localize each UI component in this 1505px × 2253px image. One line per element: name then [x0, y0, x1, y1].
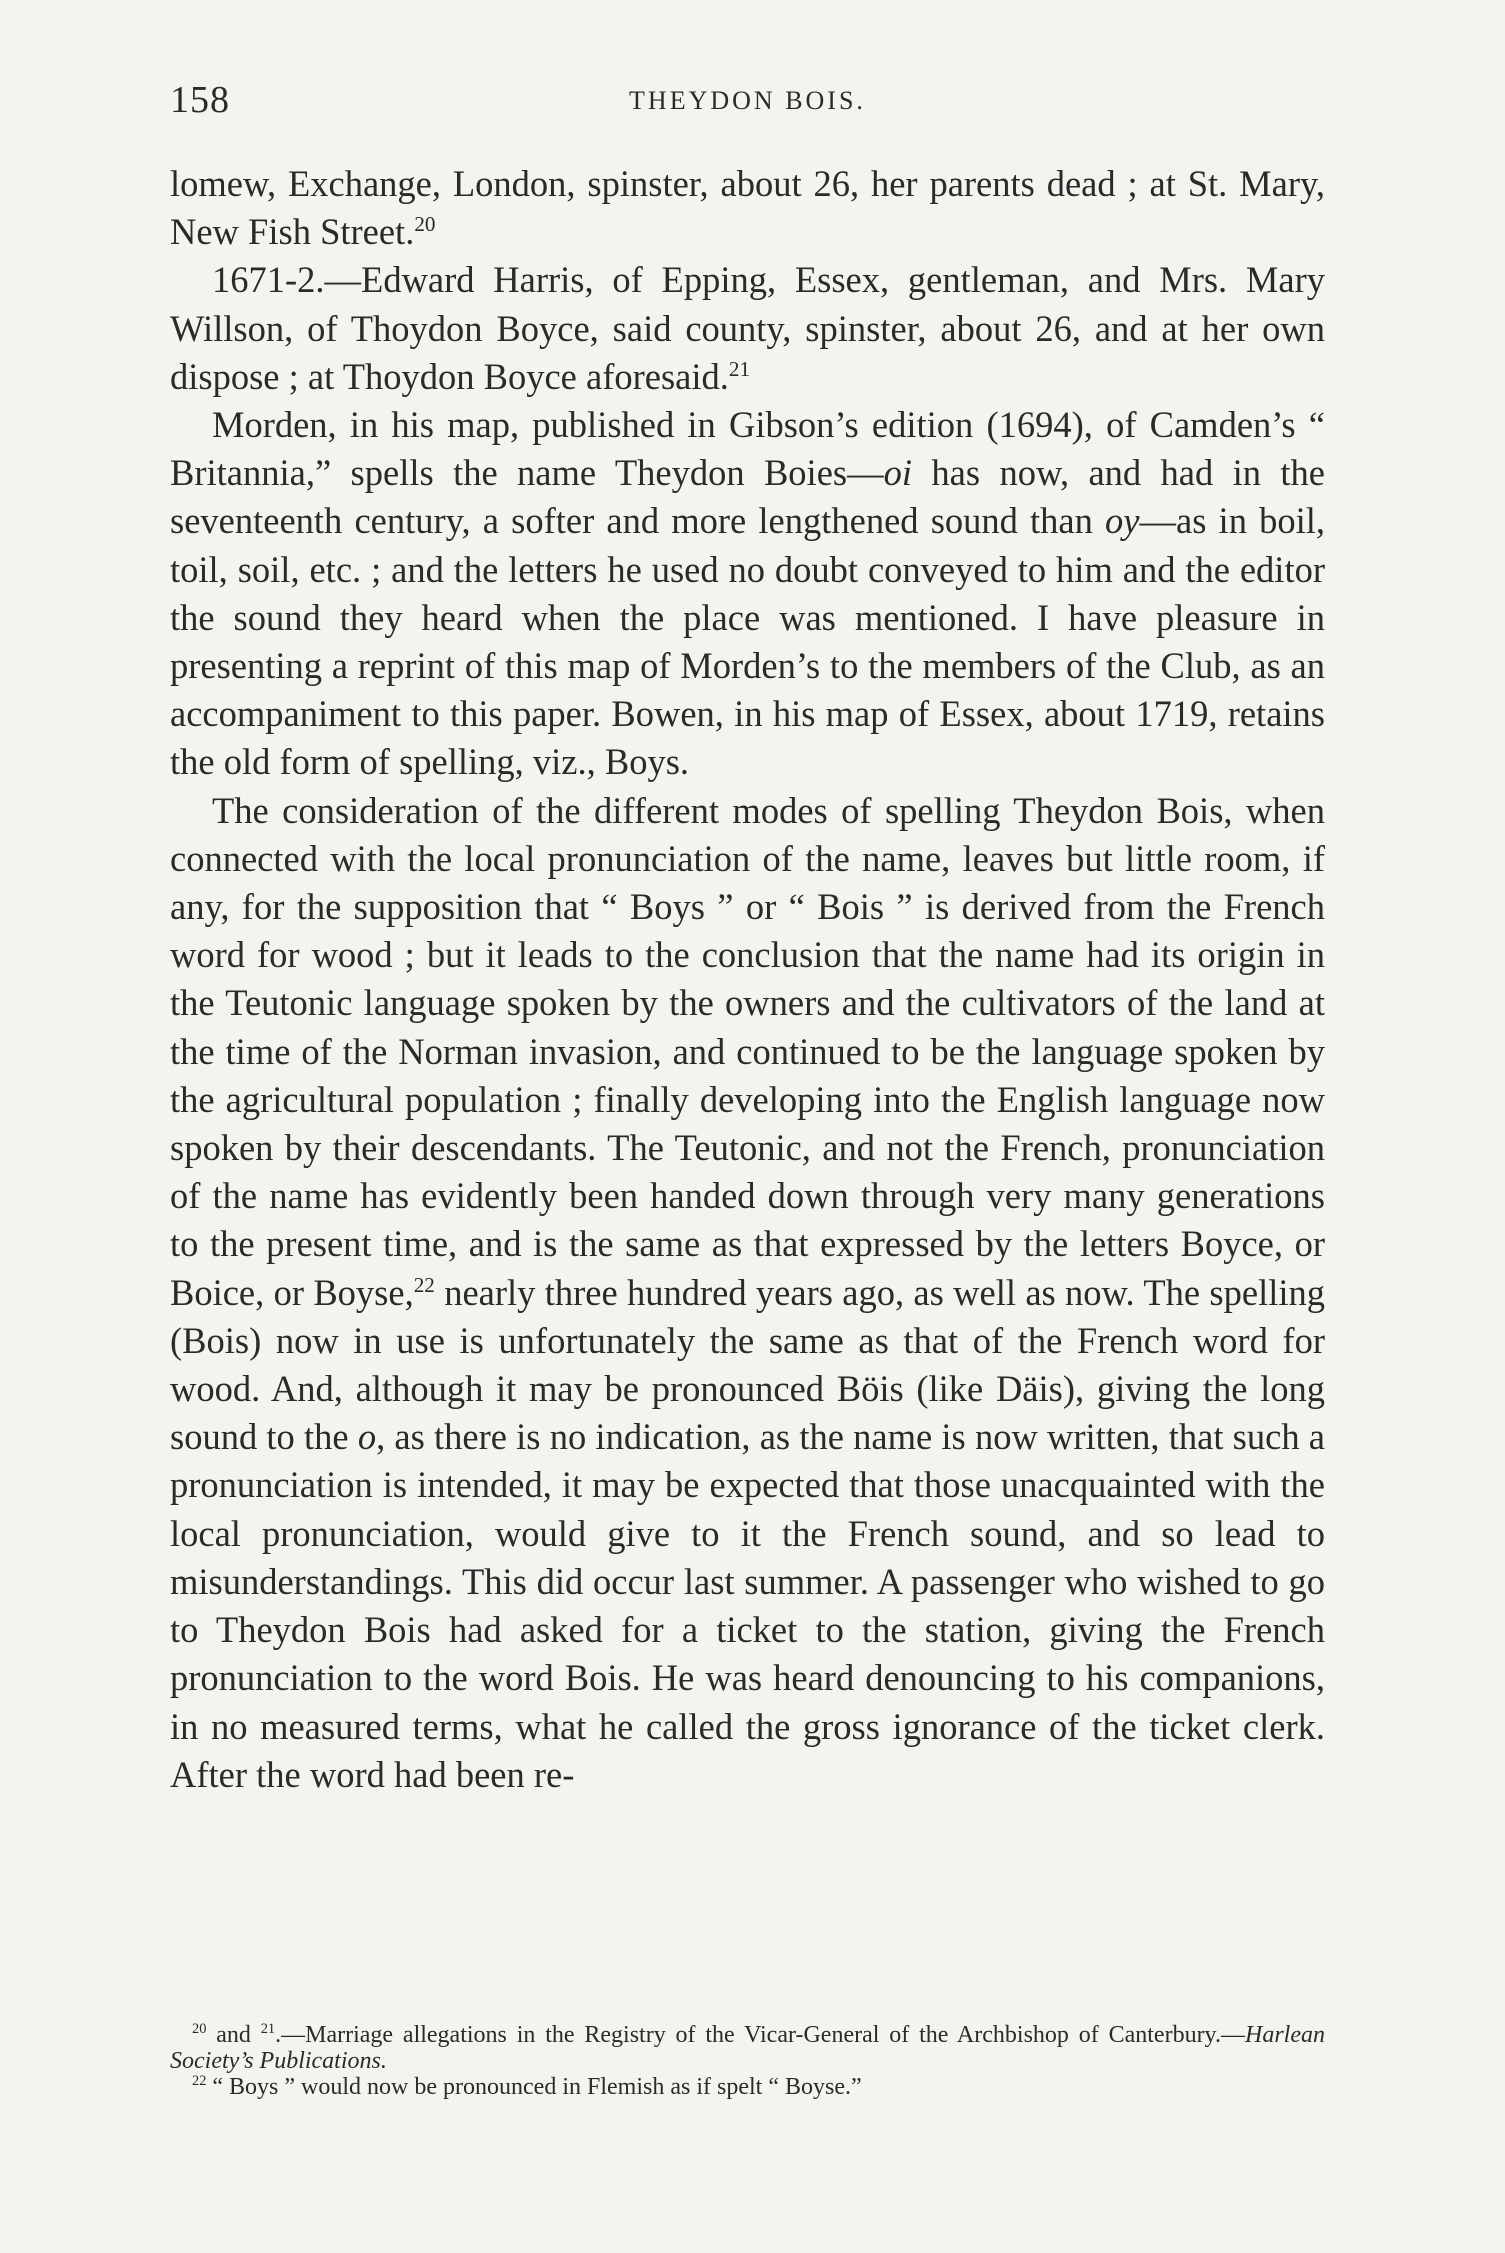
paragraph-3-part-c: —as in boil, toil, soil, etc. ; and the letters he used no doubt conveyed to him and the editor the sound they heard when the place was mentioned. I have pleasure in presenting a reprint of this map of Morden’s to the members of the Club, as an accompaniment to this paper. Bowen, in his map of Essex, about 1719, retains the old form of spelling, viz., Boys. [170, 500, 1326, 783]
note-ref-22: 22 [413, 1272, 435, 1297]
paragraph-4 [170, 787, 1325, 1799]
footnote-20-21 [170, 2022, 1325, 2074]
paragraph-3-part-a: Morden, in his map, published in Gibson’s edition (1694), of Camden’s “ Britannia,” spells the name Theydon Boies— [170, 404, 1325, 494]
footnote-mark-20: 20 [192, 2021, 207, 2037]
note-ref-21: 21 [728, 356, 751, 381]
footnote-22 [170, 2074, 1325, 2100]
body-text [170, 160, 1325, 1799]
footnote-20-21-text: .—Marriage allegations in the Registry of the Vicar-General of the Archbishop of Canterbury.— [275, 2022, 1245, 2048]
page-header [170, 78, 1325, 128]
paragraph-1 [170, 160, 1325, 256]
page-number: 158 [170, 79, 230, 121]
italic-o: o [357, 1416, 377, 1458]
footnote-and: and [206, 2022, 261, 2048]
paragraph-2-text: 1671-2.—Edward Harris, of Epping, Essex, gentleman, and Mrs. Mary Willson, of Thoydon Boyce, said county, spinster, about 26, and at her own dispose ; at Thoydon Boyce aforesaid. [170, 259, 1325, 397]
italic-oi: oi [883, 452, 913, 494]
note-ref-20: 20 [414, 212, 436, 237]
footnote-mark-22: 22 [192, 2073, 207, 2089]
paragraph-1-text: lomew, Exchange, London, spinster, about 26, her parents dead ; at St. Mary, New Fish Street. [170, 163, 1325, 253]
running-title: THEYDON BOIS. [629, 86, 866, 115]
paragraph-3 [170, 401, 1325, 787]
paragraph-4-part-a: The consideration of the different modes of spelling Theydon Bois, when connected with the local pronunciation of the name, leaves but little room, if any, for the supposition that “ Boys ” or “ Bois ” is derived from the French word for wood ; but it leads to the conclusion that the name had its origin in the Teutonic language spoken by the owners and the cultivators of the land at the time of the Norman invasion, and continued to be the language spoken by the agricultural population ; finally developing into the English language now spoken by their descendants. The Teutonic, and not the French, pronunciation of the name has evidently been handed down through very many generations to the present time, and is the same as that expressed by the letters Boyce, or Boice, or Boyse, [170, 789, 1325, 1313]
paragraph-2 [170, 256, 1325, 401]
paragraph-4-part-c: , as there is no indication, as the name is now written, that such a pronunciation is intended, it may be expected that those unacquainted with the local pronunciation, would give to it the French sound, and so lead to misunderstandings. This did occur last summer. A passenger who wished to go to Theydon Bois had asked for a ticket to the station, giving the French pronunciation to the word Bois. He was heard denouncing to his companions, in no measured terms, what he called the gross ignorance of the ticket clerk. After the word had been re- [170, 1416, 1325, 1795]
paragraph-3-part-b: has now, and had in the seventeenth century, a softer and more lengthened sound than [170, 452, 1326, 542]
italic-oy: oy [1105, 500, 1140, 542]
footnote-source: Harlean Society’s Publications. [170, 2022, 1325, 2074]
footnote-22-text: “ Boys ” would now be pronounced in Flemish as if spelt “ Boyse.” [206, 2074, 862, 2100]
footnotes [170, 2022, 1325, 2100]
paragraph-4-part-b: nearly three hundred years ago, as well as now. The spelling (Bois) now in use is unfortunately the same as that of the French word for wood. And, although it may be pronounced Böis (like Däis), giving the long sound to the [170, 1271, 1325, 1458]
footnote-mark-21: 21 [260, 2021, 276, 2037]
